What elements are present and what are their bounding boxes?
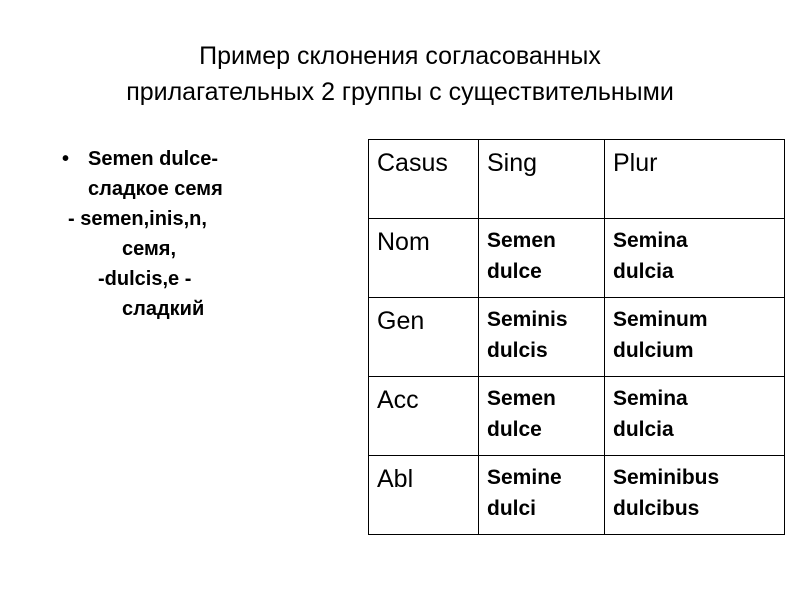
- case-cell: [369, 377, 479, 456]
- sing-adjective: dulcis: [487, 339, 548, 362]
- plur-adjective: dulcium: [613, 339, 694, 362]
- note-line-5: -dulcis,e -: [98, 268, 192, 290]
- slide-title-line-1: Пример склонения согласованных: [199, 42, 601, 70]
- note-line-4: семя,: [122, 238, 177, 260]
- case-label: Abl: [377, 465, 414, 493]
- sing-noun: Semen: [487, 387, 556, 410]
- declension-table: [368, 139, 785, 535]
- note-line-3: - semen,inis,n,: [68, 208, 207, 230]
- note-line-1: Semen dulce-: [88, 148, 219, 170]
- header-plur: Plur: [613, 149, 658, 177]
- word-notes: [62, 144, 322, 324]
- slide-title: [40, 38, 760, 110]
- plur-adjective: dulcibus: [613, 497, 700, 520]
- table-row: [369, 298, 785, 377]
- sing-noun: Seminis: [487, 308, 568, 331]
- case-cell: [369, 456, 479, 535]
- case-cell: [369, 219, 479, 298]
- sing-cell: [479, 219, 605, 298]
- header-cell-casus: [369, 140, 479, 219]
- sing-cell: [479, 298, 605, 377]
- sing-form: [479, 456, 604, 524]
- plur-noun: Semina: [613, 229, 688, 252]
- table-row: [369, 377, 785, 456]
- bullet-item: [62, 144, 322, 204]
- header-cell-sing: [479, 140, 605, 219]
- plur-adjective: dulcia: [613, 260, 674, 283]
- sing-adjective: dulci: [487, 497, 537, 520]
- sing-noun: Semine: [487, 466, 562, 489]
- sing-adjective: dulce: [487, 418, 542, 441]
- sing-form: [479, 298, 604, 366]
- plur-noun: Semina: [613, 387, 688, 410]
- sing-cell: [479, 377, 605, 456]
- note-line-6: сладкий: [122, 298, 205, 320]
- case-label: Gen: [377, 307, 425, 335]
- table-header-row: [369, 140, 785, 219]
- case-label: Acc: [377, 386, 419, 414]
- plur-adjective: dulcia: [613, 418, 674, 441]
- table-row: [369, 219, 785, 298]
- table-row: [369, 456, 785, 535]
- bullet-dot-icon: •: [62, 148, 70, 170]
- sing-noun: Semen: [487, 229, 556, 252]
- plur-cell: [605, 219, 785, 298]
- plur-cell: [605, 377, 785, 456]
- case-cell: [369, 298, 479, 377]
- plur-noun: Seminum: [613, 308, 708, 331]
- sing-cell: [479, 456, 605, 535]
- sing-form: [479, 377, 604, 445]
- note-line-2: сладкое семя: [88, 178, 223, 200]
- header-sing: Sing: [487, 149, 538, 177]
- sing-adjective: dulce: [487, 260, 542, 283]
- plur-cell: [605, 456, 785, 535]
- plur-form: [605, 456, 784, 524]
- case-label: Nom: [377, 228, 430, 256]
- plur-cell: [605, 298, 785, 377]
- plur-form: [605, 377, 784, 445]
- slide-title-line-2: прилагательных 2 группы с существительными: [126, 78, 674, 106]
- plur-form: [605, 298, 784, 366]
- sing-form: [479, 219, 604, 287]
- header-casus: Casus: [377, 149, 448, 177]
- plur-noun: Seminibus: [613, 466, 720, 489]
- plur-form: [605, 219, 784, 287]
- header-cell-plur: [605, 140, 785, 219]
